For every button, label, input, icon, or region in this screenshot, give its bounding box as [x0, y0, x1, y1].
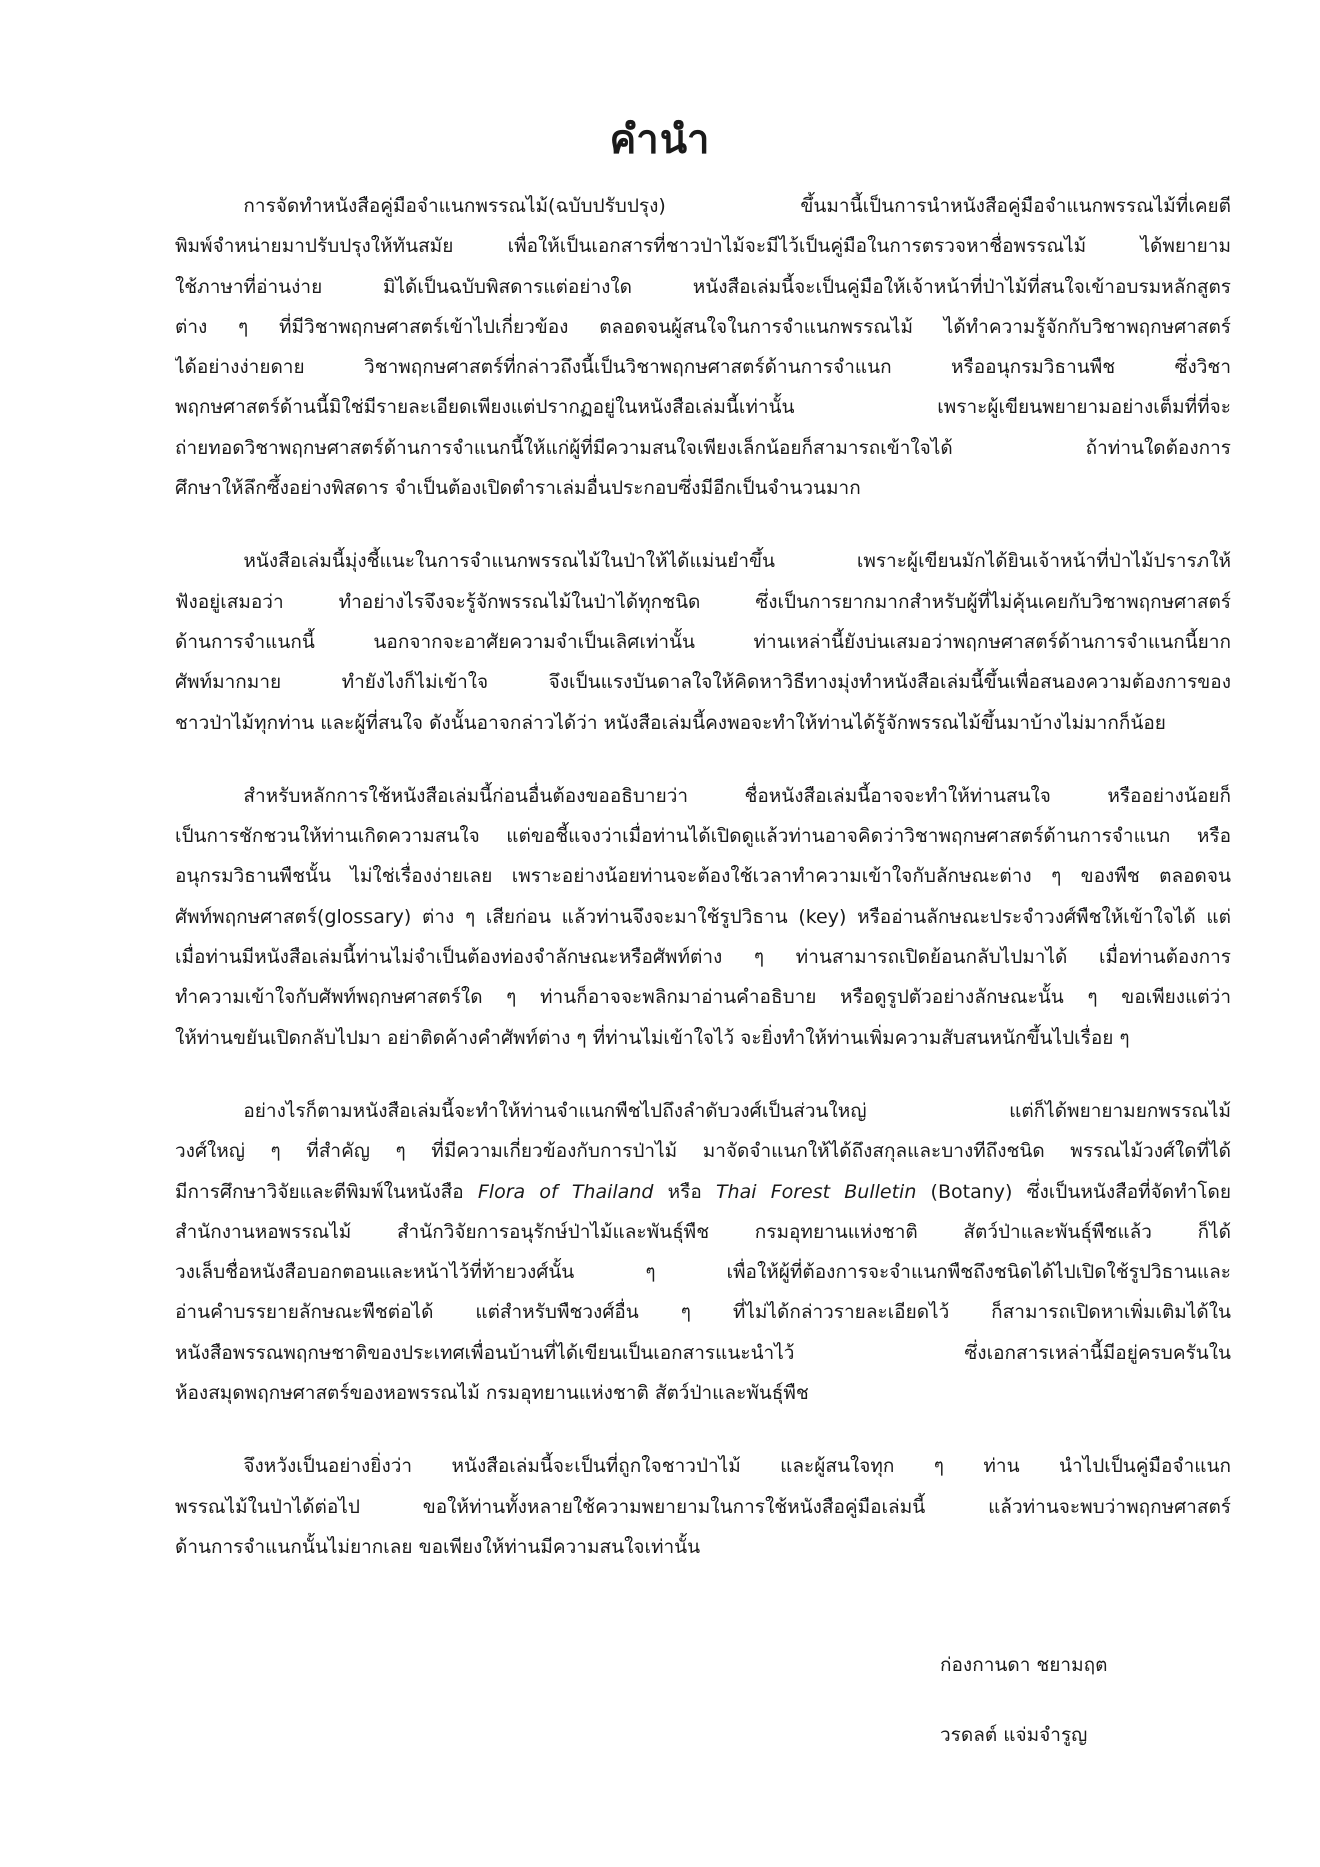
- paragraph-line: ศัพท์พฤกษศาสตร์(glossary) ต่าง ๆ เสียก่อน แล้วท่านจึงจะมาใช้รูปวิธาน (key) หรืออ่านลักษณะประจำวงศ์พืชให้เข้าใจได้ แต่: [175, 905, 1231, 928]
- paragraph-line: เมื่อท่านมีหนังสือเล่มนี้ท่านไม่จำเป็นต้องท่องจำลักษณะหรือศัพท์ต่าง ๆ ท่านสามารถเปิดย้อนกลับไปมาได้ เมื่อท่านต้องการ: [175, 946, 1231, 969]
- paragraph-line: พฤกษศาสตร์ด้านนี้มิใช่มีรายละเอียดเพียงแต่ปรากฏอยู่ในหนังสือเล่มนี้เท่านั้น เพราะผู้เขียนพยายามอย่างเต็มที่ที่จะ: [175, 396, 1231, 419]
- paragraph-line: ต่าง ๆ ที่มีวิชาพฤกษศาสตร์เข้าไปเกี่ยวข้อง ตลอดจนผู้สนใจในการจำแนกพรรณไม้ ได้ทำความรู้จักกับวิชาพฤกษศาสตร์: [175, 315, 1231, 338]
- paragraph-line: ด้านการจำแนกนั้นไม่ยากเลย ขอเพียงให้ท่านมีความสนใจเท่านั้น: [175, 1535, 701, 1558]
- paragraph-line: สำหรับหลักการใช้หนังสือเล่มนี้ก่อนอื่นต้องขออธิบายว่า ชื่อหนังสือเล่มนี้อาจจะทำให้ท่านสนใจ หรืออย่างน้อยก็: [243, 784, 1231, 807]
- paragraph-line: ใช้ภาษาที่อ่านง่าย มิได้เป็นฉบับพิสดารแต่อย่างใด หนังสือเล่มนี้จะเป็นคู่มือให้เจ้าหน้าที่ป่าไม้ที่สนใจเข้าอบรมหลักสูตร: [175, 275, 1231, 298]
- paragraph-line: วงศ์ใหญ่ ๆ ที่สำคัญ ๆ ที่มีความเกี่ยวข้องกับการป่าไม้ มาจัดจำแนกให้ได้ถึงสกุลและบางทีถึงชนิด พรรณไม้วงศ์ใดที่ได้: [175, 1140, 1231, 1163]
- paragraph-line: การจัดทำหนังสือคู่มือจำแนกพรรณไม้(ฉบับปรับปรุง) ขึ้นมานี้เป็นการนำหนังสือคู่มือจำแนกพรรณไม้ที่เคยตี: [243, 195, 1231, 217]
- paragraph-line: ห้องสมุดพฤกษศาสตร์ของหอพรรณไม้ กรมอุทยานแห่งชาติ สัตว์ป่าและพันธุ์พืช: [175, 1382, 809, 1405]
- preface-body: [175, 186, 1231, 1600]
- paragraph: [175, 1446, 1231, 1567]
- paragraph-line: ศึกษาให้ลึกซึ้งอย่างพิสดาร จำเป็นต้องเปิดตำราเล่มอื่นประกอบซึ่งมีอีกเป็นจำนวนมาก: [175, 477, 861, 500]
- author-name-1: ก่องกานดา ชยามฤต: [940, 1654, 1108, 1676]
- paragraph-line: ได้อย่างง่ายดาย วิชาพฤกษศาสตร์ที่กล่าวถึงนี้เป็นวิชาพฤกษศาสตร์ด้านการจำแนก หรืออนุกรมวิธานพืช ซึ่งวิชา: [175, 356, 1231, 379]
- paragraph: [175, 776, 1231, 1058]
- paragraph-line: ถ่ายทอดวิชาพฤกษศาสตร์ด้านการจำแนกนี้ให้แก่ผู้ที่มีความสนใจเพียงเล็กน้อยก็สามารถเข้าใจได้ ถ้าท่านใดต้องการ: [175, 436, 1231, 459]
- paragraph-line: ศัพท์มากมาย ทำยังไงก็ไม่เข้าใจ จึงเป็นแรงบันดาลใจให้คิดหาวิธีทางมุ่งทำหนังสือเล่มนี้ขึ้นเพื่อสนองความต้องการของ: [175, 671, 1231, 694]
- paragraph: [175, 186, 1231, 508]
- author-name-2: วรดลต์ แจ่มจำรูญ: [940, 1724, 1088, 1746]
- paragraph-line: ด้านการจำแนกนี้ นอกจากจะอาศัยความจำเป็นเลิศเท่านั้น ท่านเหล่านี้ยังบ่นเสมอว่าพฤกษศาสตร์ด้านการจำแนกนี้ยาก: [175, 630, 1231, 653]
- page-title: คำนำ: [609, 117, 711, 163]
- paragraph-line: อนุกรมวิธานพืชนั้น ไม่ใช่เรื่องง่ายเลย เพราะอย่างน้อยท่านจะต้องใช้เวลาทำความเข้าใจกับลักษณะต่าง ๆ ของพืช ตลอดจน: [175, 865, 1231, 888]
- paragraph: [175, 541, 1231, 742]
- paragraph-line: หนังสือพรรณพฤกษชาติของประเทศเพื่อนบ้านที่ได้เขียนเป็นเอกสารแนะนำไว้ ซึ่งเอกสารเหล่านี้มีอยู่ครบครันใน: [175, 1341, 1231, 1364]
- paragraph-line: ให้ท่านขยันเปิดกลับไปมา อย่าติดค้างคำศัพท์ต่าง ๆ ที่ท่านไม่เข้าใจไว้ จะยิ่งทำให้ท่านเพิ่มความสับสนหนักขึ้นไปเรื่อย ๆ: [175, 1026, 1130, 1049]
- paragraph-line: พรรณไม้ในป่าได้ต่อไป ขอให้ท่านทั้งหลายใช้ความพยายามในการใช้หนังสือคู่มือเล่มนี้ แล้วท่านจะพบว่าพฤกษศาสตร์: [175, 1495, 1231, 1518]
- paragraph-line: พิมพ์จำหน่ายมาปรับปรุงให้ทันสมัย เพื่อให้เป็นเอกสารที่ชาวป่าไม้จะมีไว้เป็นคู่มือในการตรวจหาชื่อพรรณไม้ ได้พยายาม: [175, 235, 1231, 258]
- paragraph: [175, 1091, 1231, 1413]
- author-signatures: [940, 1645, 1220, 1785]
- paragraph-line: เป็นการชักชวนให้ท่านเกิดความสนใจ แต่ขอชี้แจงว่าเมื่อท่านได้เปิดดูแล้วท่านอาจคิดว่าวิชาพฤกษศาสตร์ด้านการจำแนก หรือ: [175, 825, 1231, 848]
- paragraph-line: หนังสือเล่มนี้มุ่งชี้แนะในการจำแนกพรรณไม้ในป่าให้ได้แม่นยำขึ้น เพราะผู้เขียนมักได้ยินเจ้าหน้าที่ป่าไม้ปรารภให้: [243, 550, 1231, 573]
- paragraph-line: มีการศึกษาวิจัยและตีพิมพ์ในหนังสือ Flora of Thailand หรือ Thai Forest Bulletin (Botany) ซึ่งเป็นหนังสือที่จัดทำโดย: [175, 1180, 1231, 1203]
- paragraph-line: อย่างไรก็ตามหนังสือเล่มนี้จะทำให้ท่านจำแนกพืชไปถึงลำดับวงศ์เป็นส่วนใหญ่ แต่ก็ได้พยายามยกพรรณไม้: [243, 1099, 1231, 1122]
- paragraph-line: ทำความเข้าใจกับศัพท์พฤกษศาสตร์ใด ๆ ท่านก็อาจจะพลิกมาอ่านคำอธิบาย หรือดูรูปตัวอย่างลักษณะนั้น ๆ ขอเพียงแต่ว่า: [175, 986, 1231, 1009]
- paragraph-line: อ่านคำบรรยายลักษณะพืชต่อได้ แต่สำหรับพืชวงศ์อื่น ๆ ที่ไม่ได้กล่าวรายละเอียดไว้ ก็สามารถเปิดหาเพิ่มเติมได้ใน: [175, 1301, 1231, 1324]
- paragraph-line: วงเล็บชื่อหนังสือบอกตอนและหน้าไว้ที่ท้ายวงศ์นั้น ๆ เพื่อให้ผู้ที่ต้องการจะจำแนกพืชถึงชนิดได้ไปเปิดใช้รูปวิธานและ: [175, 1261, 1231, 1284]
- paragraph-line: ฟังอยู่เสมอว่า ทำอย่างไรจึงจะรู้จักพรรณไม้ในป่าได้ทุกชนิด ซึ่งเป็นการยากมากสำหรับผู้ที่ไม่คุ้นเคยกับวิชาพฤกษศาสตร์: [175, 590, 1231, 613]
- paragraph-line: จึงหวังเป็นอย่างยิ่งว่า หนังสือเล่มนี้จะเป็นที่ถูกใจชาวป่าไม้ และผู้สนใจทุก ๆ ท่าน นำไปเป็นคู่มือจำแนก: [243, 1455, 1231, 1478]
- paragraph-line: สำนักงานหอพรรณไม้ สำนักวิจัยการอนุรักษ์ป่าไม้และพันธุ์พืช กรมอุทยานแห่งชาติ สัตว์ป่าและพันธุ์พืชแล้ว ก็ได้: [175, 1220, 1231, 1243]
- paragraph-line: ชาวป่าไม้ทุกท่าน และผู้ที่สนใจ ดังนั้นอาจกล่าวได้ว่า หนังสือเล่มนี้คงพอจะทำให้ท่านได้รู้จักพรรณไม้ขึ้นมาบ้างไม่มากก็น้อย: [175, 711, 1166, 734]
